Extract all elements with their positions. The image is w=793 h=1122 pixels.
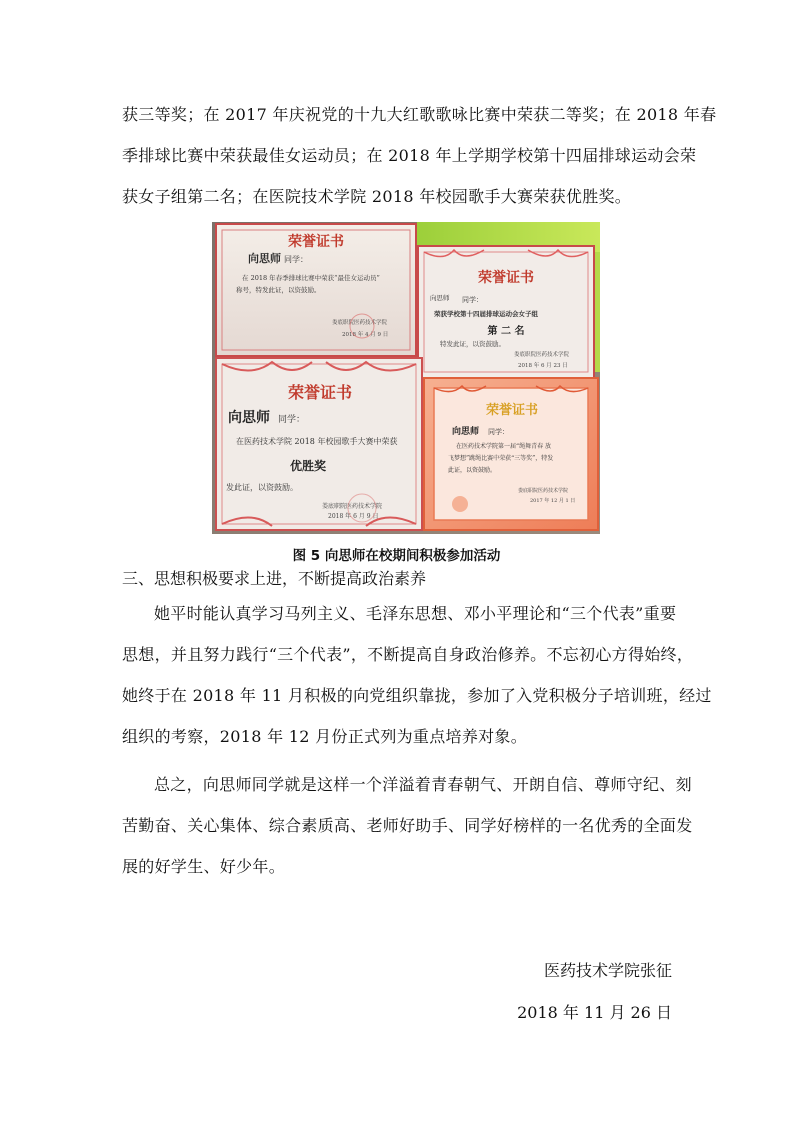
cert-name: 向思师 — [452, 427, 480, 437]
svg-text:此证，以资鼓励。: 此证，以资鼓励。 — [448, 467, 497, 474]
text-line: 思想，并且努力践行“三个代表”，不断提高自身政治修养。不忘初心方得始终， — [122, 645, 694, 664]
certificates-photo — [212, 222, 600, 534]
svg-text:同学：: 同学： — [462, 296, 483, 304]
svg-text:同学：: 同学： — [278, 415, 306, 425]
svg-text:2018 年 6 月 23 日: 2018 年 6 月 23 日 — [518, 363, 568, 369]
svg-text:娄底职院医药技术学院: 娄底职院医药技术学院 — [322, 503, 383, 510]
certificate-singer-contest — [216, 358, 422, 530]
section-heading: 三、思想积极要求上进，不断提高政治素养 — [122, 569, 427, 588]
svg-text:飞梦想”跳绳比赛中荣获“三等奖”，特发: 飞梦想”跳绳比赛中荣获“三等奖”，特发 — [448, 455, 554, 462]
signature-date: 2018 年 11 月 26 日 — [517, 1003, 672, 1022]
cert-name: 向思师 — [228, 410, 270, 426]
svg-text:娄底职院医药技术学院: 娄底职院医药技术学院 — [332, 320, 388, 326]
svg-text:2017 年 12 月 1 日: 2017 年 12 月 1 日 — [530, 498, 576, 504]
text-line: 组织的考察，2018 年 12 月份正式列为重点培养对象。 — [122, 727, 528, 746]
svg-text:优胜奖: 优胜奖 — [290, 459, 327, 473]
summary-paragraph — [122, 764, 693, 887]
cert-title: 荣誉证书 — [478, 270, 534, 286]
svg-text:发此证，以资鼓励。: 发此证，以资鼓励。 — [226, 483, 298, 492]
svg-text:娄底职院医药技术学院: 娄底职院医药技术学院 — [518, 488, 569, 494]
svg-text:在医药技术学院第一届“绳舞青春 放: 在医药技术学院第一届“绳舞青春 放 — [456, 443, 551, 450]
signature: 医药技术学院张征 — [543, 961, 672, 980]
svg-text:特发此证，以资鼓励。: 特发此证，以资鼓励。 — [440, 340, 505, 348]
text-line: 获女子组第二名；在医院技术学院 2018 年校园歌手大赛荣获优胜奖。 — [122, 187, 632, 206]
text-line: 她平时能认真学习马列主义、毛泽东思想、邓小平理论和“三个代表”重要 — [154, 604, 677, 623]
svg-text:在医药技术学院 2018 年校园歌手大赛中荣获: 在医药技术学院 2018 年校园歌手大赛中荣获 — [236, 437, 398, 446]
svg-text:2018 年 6 月 9 日: 2018 年 6 月 9 日 — [328, 513, 379, 520]
text-line: 季排球比赛中荣获最佳女运动员；在 2018 年上学期学校第十四届排球运动会荣 — [122, 146, 697, 165]
svg-text:同学：: 同学： — [284, 255, 308, 264]
certificate-volleyball-second-place — [418, 246, 594, 378]
text-line: 总之，向思师同学就是这样一个洋溢着青春朝气、开朗自信、尊师守纪、刻 — [154, 775, 692, 794]
svg-text:2018 年 4 月 9 日: 2018 年 4 月 9 日 — [342, 332, 389, 338]
text-line: 她终于在 2018 年 11 月积极的向党组织靠拢，参加了入党积极分子培训班，经过 — [122, 686, 712, 705]
cert-title: 荣誉证书 — [485, 403, 539, 418]
intro-paragraph — [122, 94, 717, 217]
text-line: 苦勤奋、关心集体、综合素质高、老师好助手、同学好榜样的一名优秀的全面发 — [122, 816, 693, 835]
figure-caption: 图 5 向思师在校期间积极参加活动 — [292, 548, 501, 564]
text-line: 获三等奖；在 2017 年庆祝党的十九大红歌歌咏比赛中荣获二等奖；在 2018 年春 — [122, 105, 717, 124]
svg-text:向思师: 向思师 — [430, 294, 450, 302]
certificate-rope-skipping — [424, 378, 598, 530]
politics-paragraph — [122, 593, 712, 757]
svg-text:荣获学校第十四届排球运动会女子组: 荣获学校第十四届排球运动会女子组 — [434, 310, 538, 318]
cert-title: 荣誉证书 — [287, 383, 353, 402]
svg-text:同学：: 同学： — [488, 428, 509, 436]
certificate-volleyball-best-athlete — [216, 224, 416, 356]
svg-text:娄底职院医药技术学院: 娄底职院医药技术学院 — [514, 352, 570, 358]
cert-name: 向思师 — [248, 252, 281, 265]
cert-title: 荣誉证书 — [288, 234, 344, 250]
text-line: 展的好学生、好少年。 — [122, 857, 286, 876]
svg-text:在 2018 年春季排球比赛中荣获“最佳女运动员”: 在 2018 年春季排球比赛中荣获“最佳女运动员” — [242, 274, 380, 282]
svg-text:称号，特发此证，以资鼓励。: 称号，特发此证，以资鼓励。 — [236, 286, 321, 294]
svg-text:第 二 名: 第 二 名 — [487, 326, 525, 337]
